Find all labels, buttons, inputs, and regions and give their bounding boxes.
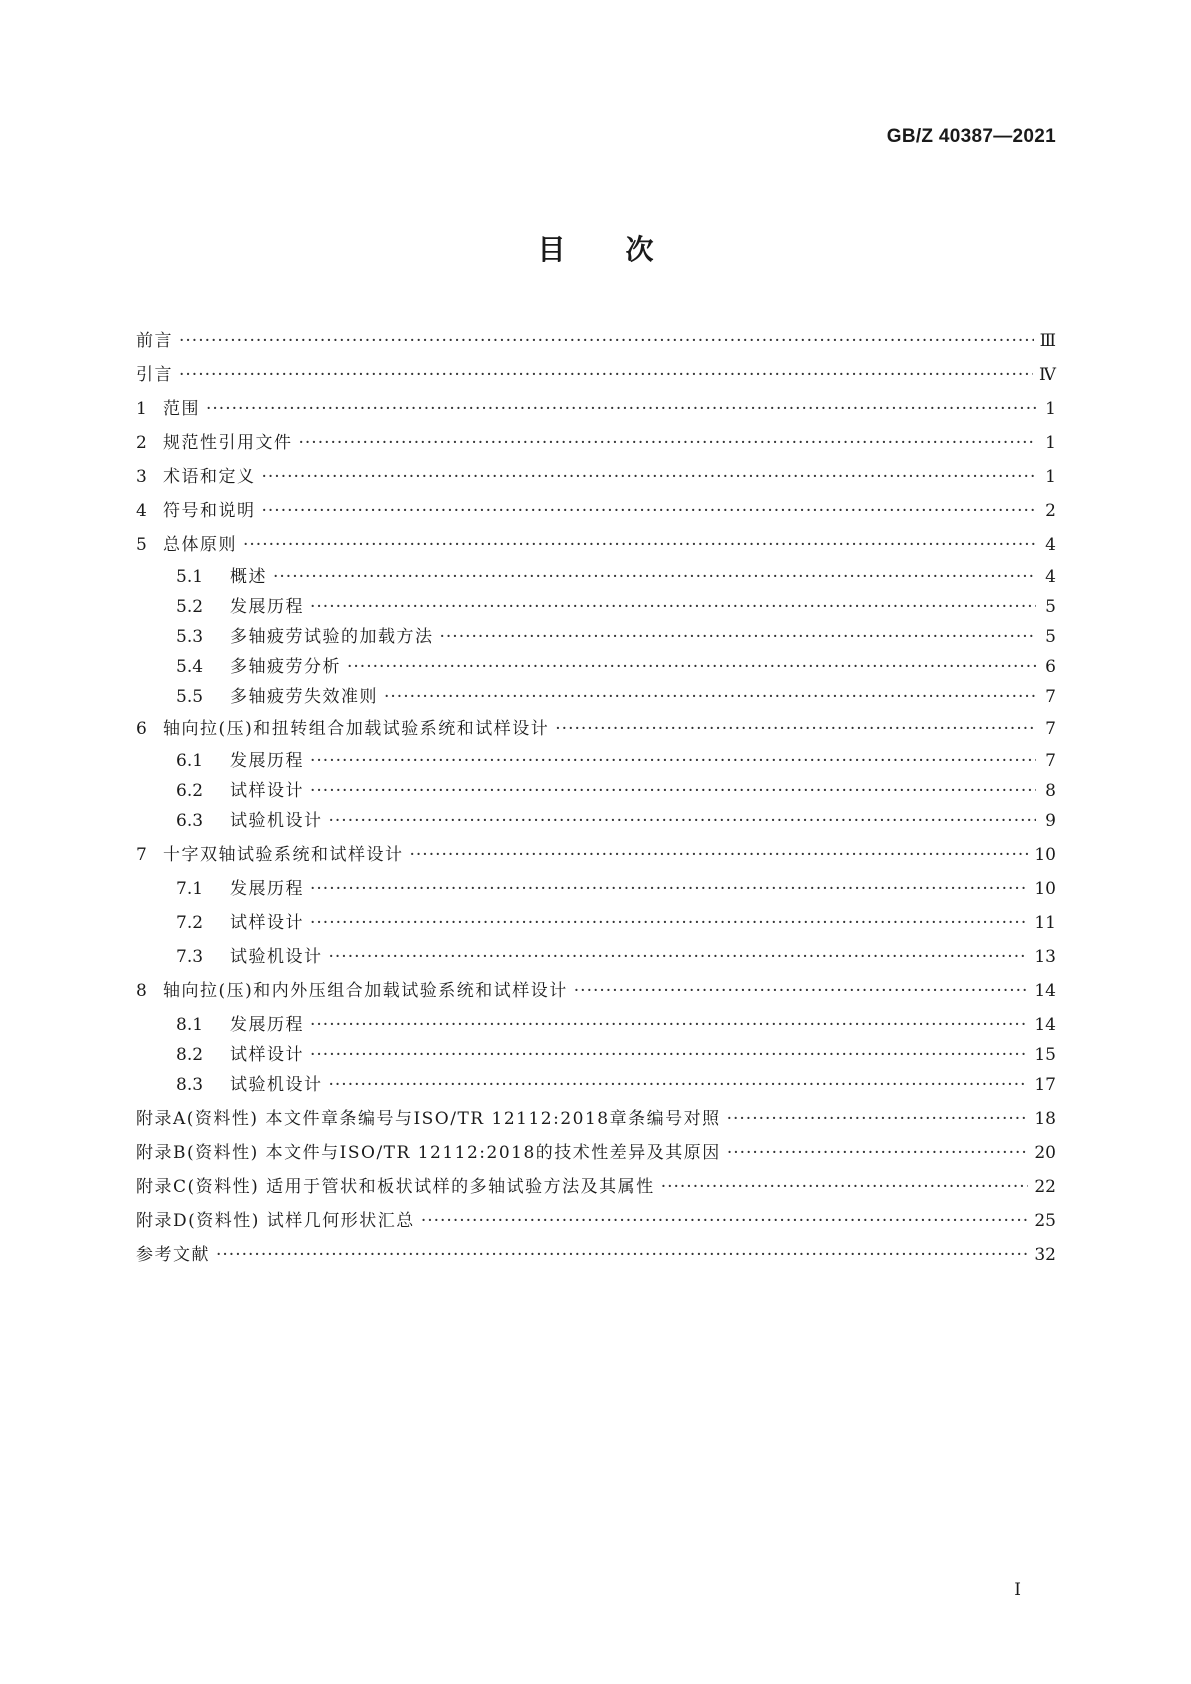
toc-leader-dots: [310, 1012, 1028, 1038]
toc-entry-label: 附录D(资料性) 试样几何形状汇总: [136, 1211, 415, 1231]
toc-entry-5-2[interactable]: [136, 594, 1056, 620]
toc-entry-page: 2: [1045, 501, 1056, 521]
toc-entry-5[interactable]: [136, 532, 1056, 558]
toc-entry-number: 6.2: [176, 781, 204, 801]
toc-entry-number: 8.3: [176, 1075, 204, 1095]
toc-entry-page: 10: [1034, 845, 1056, 865]
toc-entry-5-5[interactable]: [136, 684, 1056, 710]
toc-entry-preface[interactable]: [136, 328, 1056, 354]
toc-entry-6[interactable]: [136, 716, 1056, 742]
toc-entry-6-2[interactable]: [136, 778, 1056, 804]
toc-entry-page: 8: [1045, 781, 1056, 801]
toc-entry-label: 范围: [163, 399, 200, 419]
toc-entry-number: 5.1: [176, 567, 204, 587]
toc-leader-dots: [310, 778, 1036, 804]
toc-leader-dots: [727, 1106, 1029, 1132]
toc-entry-6-3[interactable]: [136, 808, 1056, 834]
toc-entry-label: 多轴疲劳试验的加载方法: [230, 627, 434, 647]
toc-leader-dots: [329, 1072, 1029, 1098]
toc-entry-3[interactable]: [136, 464, 1056, 490]
toc-entry-page: 13: [1034, 947, 1056, 967]
toc-entry-number: 2: [136, 433, 147, 453]
toc-entry-number: 1: [136, 399, 147, 419]
toc-entry-4[interactable]: [136, 498, 1056, 524]
toc-entry-page: Ⅲ: [1039, 331, 1056, 351]
toc-entry-page: 10: [1034, 879, 1056, 899]
toc-entry-page: 20: [1034, 1143, 1056, 1163]
toc-entry-label: 附录B(资料性) 本文件与ISO/TR 12112:2018的技术性差异及其原因: [136, 1143, 721, 1163]
toc-entry-annex-b[interactable]: [136, 1140, 1056, 1166]
toc-entry-number: 5.2: [176, 597, 204, 617]
toc-entry-page: 11: [1034, 913, 1056, 933]
toc-entry-8-3[interactable]: [136, 1072, 1056, 1098]
toc-entry-number: 6.1: [176, 751, 204, 771]
toc-leader-dots: [273, 564, 1036, 590]
toc-entry-label: 发展历程: [230, 597, 304, 617]
toc-entry-number: 5.3: [176, 627, 204, 647]
toc-entry-page: 5: [1045, 627, 1056, 647]
toc-entry-2[interactable]: [136, 430, 1056, 456]
toc-leader-dots: [262, 498, 1037, 524]
toc-entry-label: 总体原则: [163, 535, 237, 555]
toc-entry-label: 轴向拉(压)和内外压组合加载试验系统和试样设计: [163, 981, 568, 1001]
toc-entry-number: 6.3: [176, 811, 204, 831]
toc-leader-dots: [310, 910, 1028, 936]
toc-entry-page: 4: [1045, 567, 1056, 587]
toc-entry-number: 5.5: [176, 687, 204, 707]
toc-entry-label: 多轴疲劳失效准则: [230, 687, 378, 707]
toc-entry-page: 22: [1034, 1177, 1056, 1197]
toc-entry-page: 5: [1045, 597, 1056, 617]
toc-entry-8-2[interactable]: [136, 1042, 1056, 1068]
toc-entry-number: 5.4: [176, 657, 204, 677]
toc-entry-label: 参考文献: [136, 1245, 210, 1265]
toc-entry-page: 18: [1034, 1109, 1056, 1129]
toc-leader-dots: [410, 842, 1029, 868]
toc-leader-dots: [299, 430, 1037, 456]
toc-entry-label: 术语和定义: [163, 467, 256, 487]
toc-entry-6-1[interactable]: [136, 748, 1056, 774]
toc-entry-number: 5: [136, 535, 147, 555]
toc-entry-page: 7: [1045, 687, 1056, 707]
toc-entry-5-3[interactable]: [136, 624, 1056, 650]
toc-entry-5-4[interactable]: [136, 654, 1056, 680]
toc-entry-number: 8.1: [176, 1015, 204, 1035]
toc-entry-page: 25: [1034, 1211, 1056, 1231]
toc-leader-dots: [384, 684, 1036, 710]
toc-entry-label: 概述: [230, 567, 267, 587]
toc-entry-label: 试验机设计: [230, 811, 323, 831]
toc-leader-dots: [347, 654, 1036, 680]
toc-leader-dots: [216, 1242, 1028, 1268]
toc-leader-dots: [329, 944, 1029, 970]
toc-entry-page: 6: [1045, 657, 1056, 677]
toc-entry-label: 试样设计: [230, 781, 304, 801]
toc-leader-dots: [310, 594, 1036, 620]
toc-entry-8[interactable]: [136, 978, 1056, 1004]
toc-entry-label: 试样设计: [230, 913, 304, 933]
toc-leader-dots: [661, 1174, 1029, 1200]
toc-entry-label: 多轴疲劳分析: [230, 657, 341, 677]
toc-leader-dots: [206, 396, 1036, 422]
toc-entry-number: 4: [136, 501, 147, 521]
toc-leader-dots: [727, 1140, 1029, 1166]
toc-entry-label: 引言: [136, 365, 173, 385]
toc-entry-number: 8: [136, 981, 147, 1001]
toc-leader-dots: [179, 328, 1034, 354]
toc-leader-dots: [421, 1208, 1029, 1234]
toc-entry-5-1[interactable]: [136, 564, 1056, 590]
toc-entry-page: 32: [1034, 1245, 1056, 1265]
toc-entry-page: 7: [1045, 719, 1056, 739]
toc-entry-page: 1: [1045, 467, 1056, 487]
toc-entry-page: 15: [1034, 1045, 1056, 1065]
toc-leader-dots: [179, 362, 1033, 388]
toc-entry-number: 7.2: [176, 913, 204, 933]
toc-leader-dots: [310, 748, 1036, 774]
toc-entry-label: 试验机设计: [230, 1075, 323, 1095]
toc-leader-dots: [243, 532, 1036, 558]
toc-entry-7-2[interactable]: [136, 910, 1056, 936]
toc-entry-page: 4: [1045, 535, 1056, 555]
toc-entry-label: 试样设计: [230, 1045, 304, 1065]
toc-leader-dots: [310, 1042, 1028, 1068]
toc-entry-introduction[interactable]: [136, 362, 1056, 388]
toc-entry-label: 附录C(资料性) 适用于管状和板状试样的多轴试验方法及其属性: [136, 1177, 655, 1197]
toc-entry-7[interactable]: [136, 842, 1056, 868]
toc-entry-7-1[interactable]: [136, 876, 1056, 902]
toc-entry-number: 7: [136, 845, 147, 865]
toc-leader-dots: [310, 876, 1028, 902]
toc-leader-dots: [440, 624, 1037, 650]
toc-entry-label: 发展历程: [230, 1015, 304, 1035]
toc-entry-page: 14: [1034, 981, 1056, 1001]
toc-entry-label: 轴向拉(压)和扭转组合加载试验系统和试样设计: [163, 719, 550, 739]
toc-entry-7-3[interactable]: [136, 944, 1056, 970]
toc-entry-number: 7.3: [176, 947, 204, 967]
toc-entry-label: 规范性引用文件: [163, 433, 293, 453]
toc-entry-number: 6: [136, 719, 147, 739]
toc-entry-number: 3: [136, 467, 147, 487]
toc-entry-page: Ⅳ: [1039, 365, 1056, 385]
toc-entry-label: 附录A(资料性) 本文件章条编号与ISO/TR 12112:2018章条编号对照: [136, 1109, 721, 1129]
toc-entry-label: 发展历程: [230, 879, 304, 899]
toc-entry-1[interactable]: [136, 396, 1056, 422]
toc-entry-page: 9: [1045, 811, 1056, 831]
toc-entry-page: 1: [1045, 399, 1056, 419]
toc-entry-page: 14: [1034, 1015, 1056, 1035]
toc-leader-dots: [329, 808, 1037, 834]
toc-entry-annex-c[interactable]: [136, 1174, 1056, 1200]
toc-entry-page: 1: [1045, 433, 1056, 453]
toc-entry-label: 试验机设计: [230, 947, 323, 967]
toc-title: 目次: [537, 233, 714, 266]
toc-entry-number: 8.2: [176, 1045, 204, 1065]
page-number: I: [1014, 1580, 1021, 1600]
toc-entry-label: 符号和说明: [163, 501, 256, 521]
toc-entry-bibliography[interactable]: [136, 1242, 1056, 1268]
toc-leader-dots: [555, 716, 1036, 742]
standard-code: GB/Z 40387—2021: [886, 126, 1056, 147]
toc-entry-annex-d[interactable]: [136, 1208, 1056, 1234]
toc-entry-label: 发展历程: [230, 751, 304, 771]
toc-leader-dots: [262, 464, 1037, 490]
toc-entry-8-1[interactable]: [136, 1012, 1056, 1038]
toc-entry-label: 十字双轴试验系统和试样设计: [163, 845, 404, 865]
toc-leader-dots: [574, 978, 1029, 1004]
toc-entry-annex-a[interactable]: [136, 1106, 1056, 1132]
toc-entry-label: 前言: [136, 331, 173, 351]
toc-entry-page: 7: [1045, 751, 1056, 771]
toc-entry-page: 17: [1034, 1075, 1056, 1095]
toc-entry-number: 7.1: [176, 879, 204, 899]
